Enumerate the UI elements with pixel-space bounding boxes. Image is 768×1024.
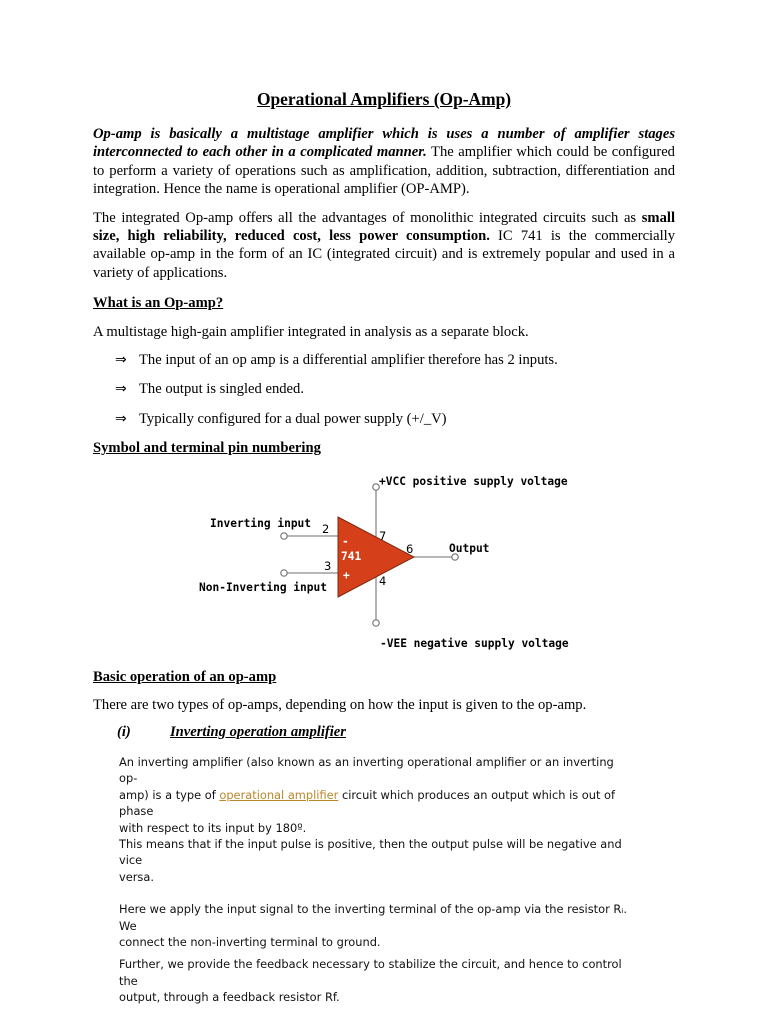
excerpt-text: circuit which produces an output which is out of phase <box>119 787 616 819</box>
pin-3-label: 3 <box>324 559 332 573</box>
intro-bold-text: Op-amp is basically a multistage amplifier which is uses a number of amplifier stages interconnected to each other in a complicated manner. <box>93 126 675 161</box>
pin-4-label: 4 <box>379 574 387 588</box>
minus-sign: - <box>342 535 349 548</box>
noninverting-terminal <box>281 570 287 576</box>
subheading-number: (i) <box>117 724 131 740</box>
ic-bold-text: small size, high reliability, reduced cost, less power consumption. <box>93 209 675 245</box>
vee-terminal <box>373 620 379 626</box>
plus-sign: + <box>343 569 350 582</box>
excerpt-line: An inverting amplifier (also known as an inverting operational amplifier or an inverting op- <box>119 755 614 786</box>
heading-basic-operation: Basic operation of an op-amp <box>93 669 277 685</box>
excerpt-line: Further, we provide the feedback necessary to stabilize the circuit, and hence to control the <box>119 957 622 988</box>
definition-text: A multistage high-gain amplifier integrated in analysis as a separate block. <box>93 323 529 340</box>
excerpt-line: This means that if the input pulse is positive, then the output pulse will be negative and vice <box>119 837 622 868</box>
excerpt-line: connect the non-inverting terminal to ground. <box>119 935 381 950</box>
bullet-text: The output is singled ended. <box>139 381 304 398</box>
subheading-inverting <box>117 724 346 741</box>
arrow-icon: ⇒ <box>115 352 127 369</box>
heading-symbol-pins: Symbol and terminal pin numbering <box>93 440 321 457</box>
operational-amplifier-link[interactable]: operational amplifier <box>219 787 339 802</box>
excerpt-line: Here we apply the input signal to the inverting terminal of the op-amp via the resistor Rᵢ. We <box>119 902 627 933</box>
excerpt-line: output, through a feedback resistor Rf. <box>119 990 340 1005</box>
noninverting-input-label: Non-Inverting input <box>199 581 327 594</box>
intro-text: The amplifier which could be configured to perform a variety of operations such as amplification, addition, subtraction, differentiation and integration. Hence the name is operational amplifier (OP-AMP). <box>93 144 675 198</box>
vcc-label: +VCC positive supply voltage <box>379 475 568 488</box>
vee-label: -VEE negative supply voltage <box>380 637 569 650</box>
bullet-text: The input of an op amp is a differential amplifier therefore has 2 inputs. <box>139 352 558 369</box>
ic-number: 741 <box>341 550 362 563</box>
excerpt-text: amp) is a type of <box>119 787 220 802</box>
types-text: There are two types of op-amps, depending on how the input is given to the op-amp. <box>93 697 587 714</box>
inverting-input-label: Inverting input <box>210 517 312 530</box>
heading-what-is-op-amp: What is an Op-amp? <box>93 295 224 312</box>
output-label: Output <box>449 542 490 555</box>
ic-text-b: IC 741 is the commercially available op-amp in the form of an IC (integrated circuit) and is extremely popular and used in a variety of applications. <box>93 228 675 281</box>
pin-6-label: 6 <box>406 542 414 556</box>
subheading-label: Inverting operation amplifier <box>170 724 346 740</box>
excerpt-line: versa. <box>119 869 154 884</box>
pin-7-label: 7 <box>379 529 387 543</box>
page-title: Operational Amplifiers (Op-Amp) <box>256 89 512 109</box>
inverting-amp-excerpt <box>119 754 629 1006</box>
basic-operation-section <box>93 668 675 725</box>
arrow-icon: ⇒ <box>115 381 127 398</box>
inverting-terminal <box>281 533 287 539</box>
ic-text-a: The integrated Op-amp offers all the advantages of monolithic integrated circuits such as <box>93 209 642 226</box>
bullet-text: Typically configured for a dual power supply (+/_V) <box>139 410 447 427</box>
arrow-icon: ⇒ <box>115 410 127 427</box>
pin-2-label: 2 <box>322 522 330 536</box>
excerpt-line: with respect to its input by 180º. <box>119 820 307 835</box>
excerpt-line <box>119 787 629 820</box>
